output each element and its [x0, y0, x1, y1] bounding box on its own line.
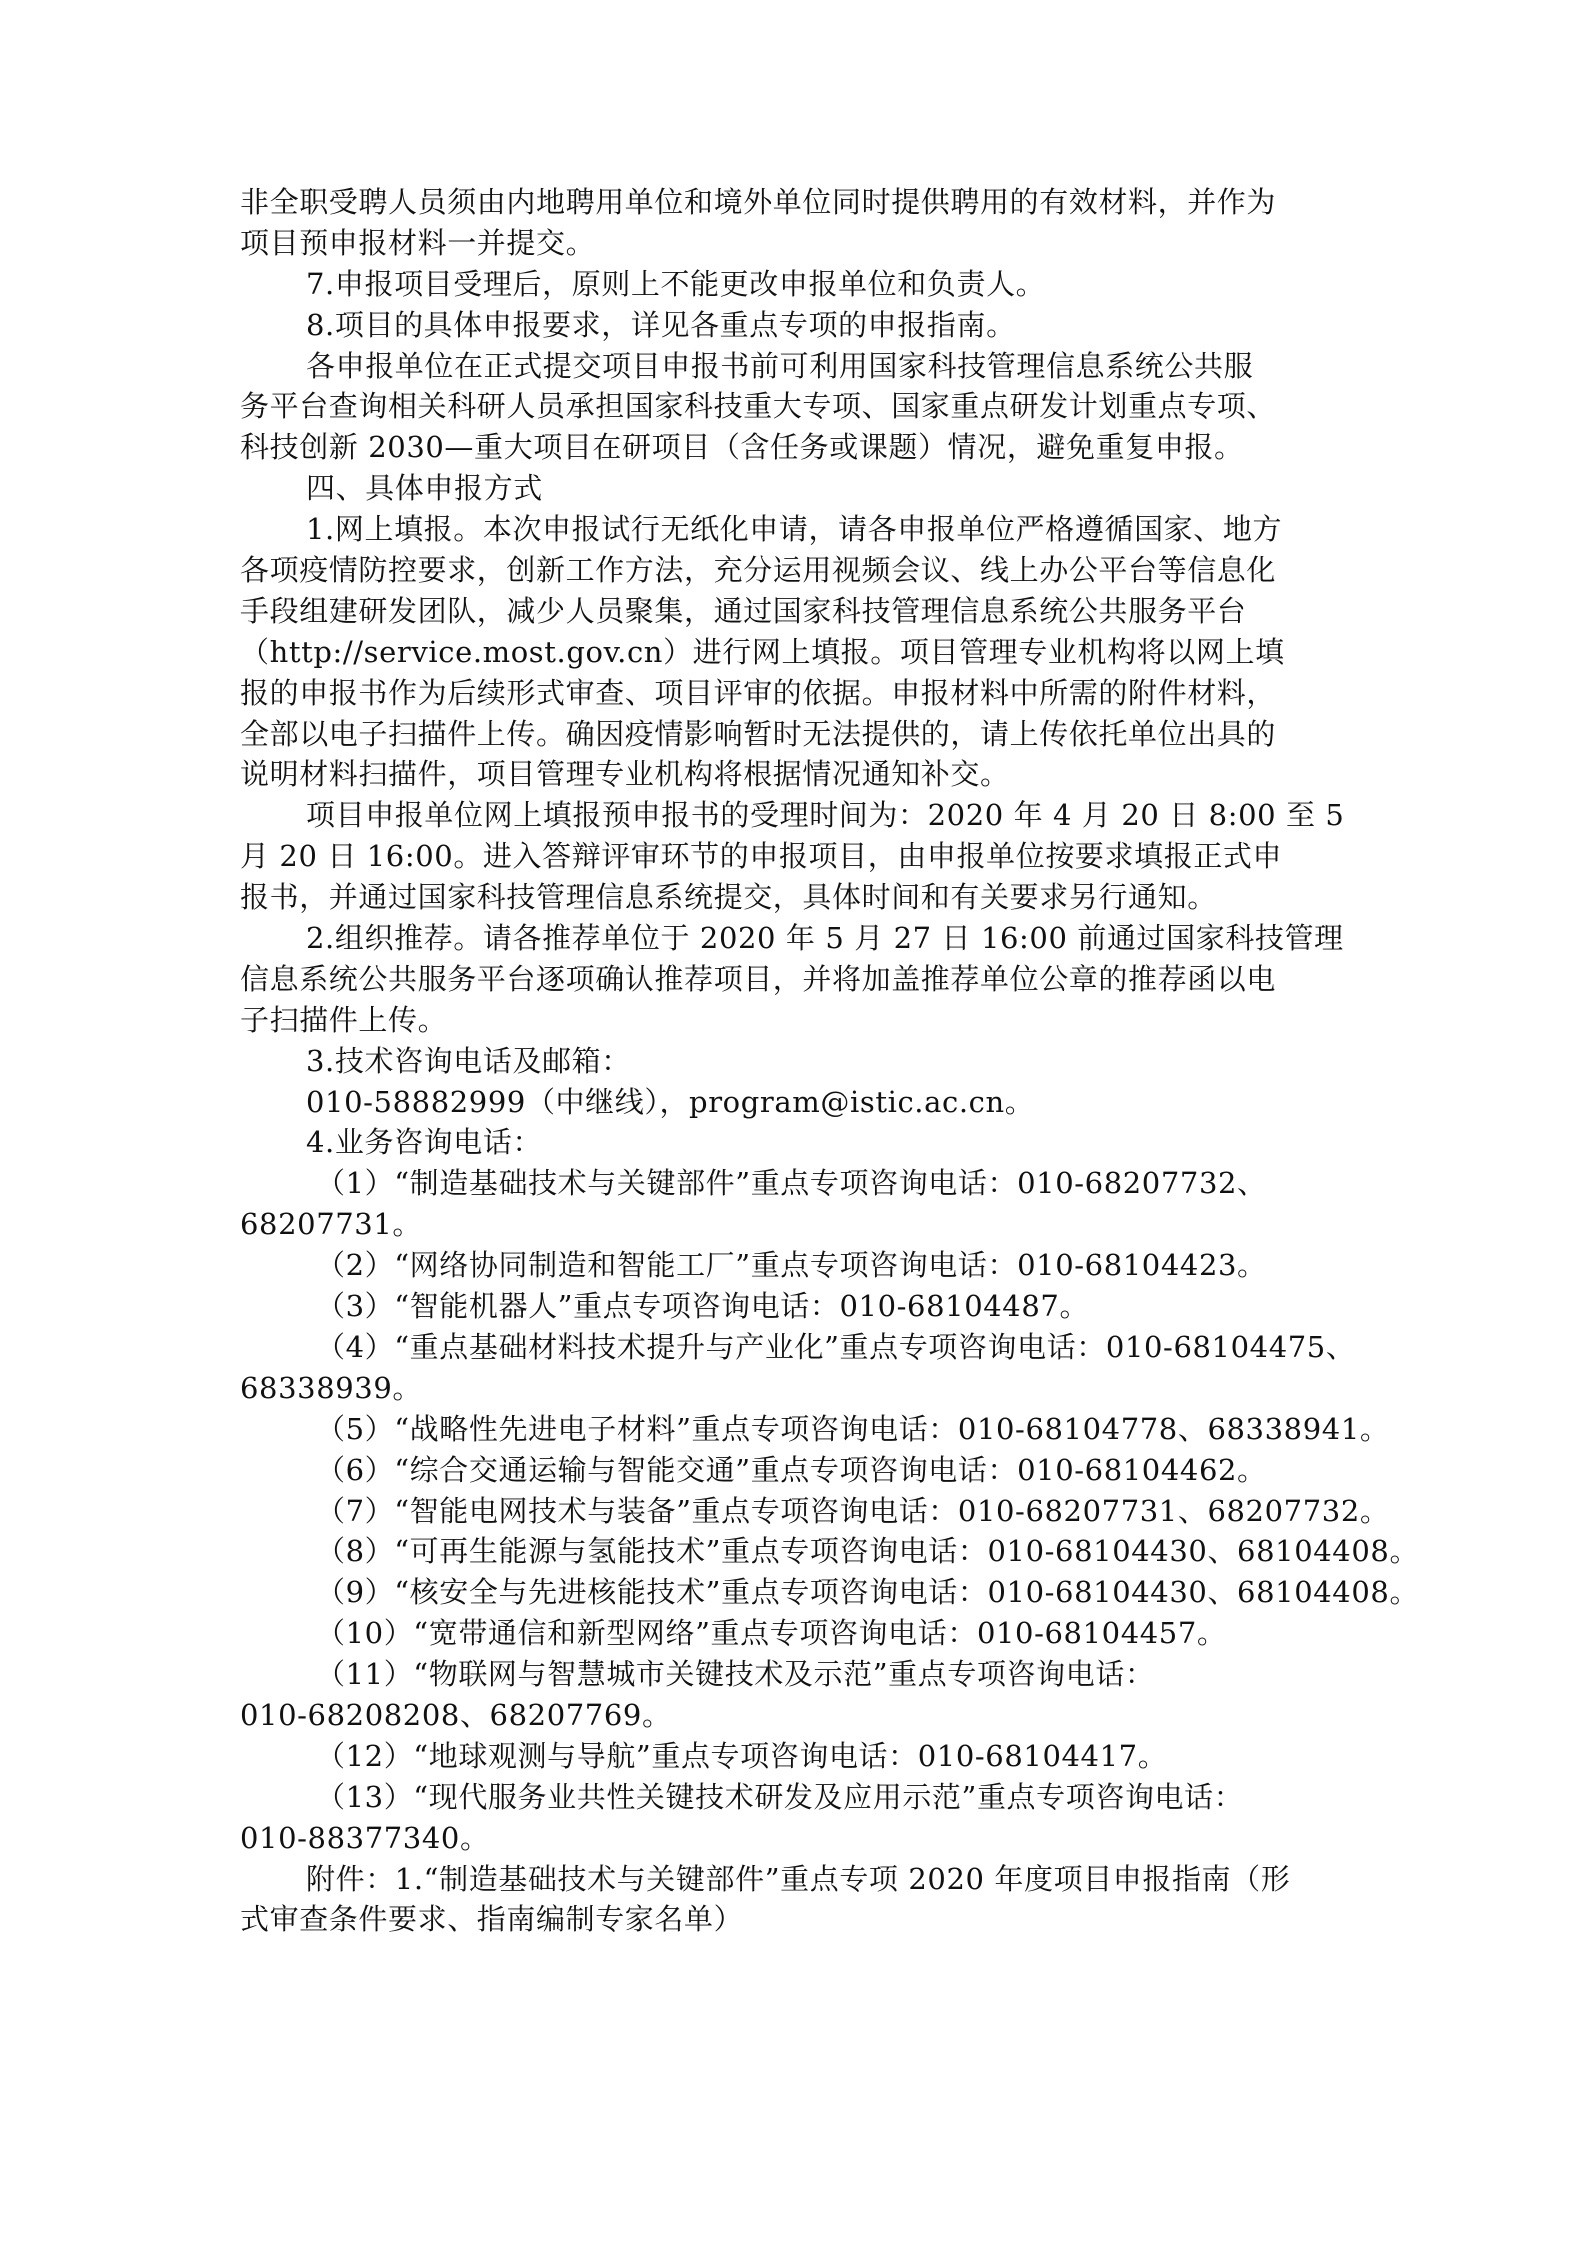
- text-line: 1.网上填报。本次申报试行无纸化申请，请各申报单位严格遵循国家、地方: [306, 512, 1283, 547]
- section-heading: 四、具体申报方式: [306, 471, 543, 506]
- list-item: （13）“现代服务业共性关键技术研发及应用示范”重点专项咨询电话：: [316, 1779, 1244, 1814]
- text-line: 8.项目的具体申报要求，详见各重点专项的申报指南。: [306, 307, 1016, 342]
- attachment-line: 附件：1.“制造基础技术与关键部件”重点专项 2020 年度项目申报指南（形: [306, 1861, 1291, 1896]
- list-item: （9）“核安全与先进核能技术”重点专项咨询电话：010-68104430、68104408。: [316, 1575, 1420, 1610]
- list-item: （11）“物联网与智慧城市关键技术及示范”重点专项咨询电话：: [316, 1657, 1155, 1692]
- list-item: （3）“智能机器人”重点专项咨询电话：010-68104487。: [316, 1289, 1090, 1324]
- text-line: （http://service.most.gov.cn）进行网上填报。项目管理专业机构将以网上填: [240, 634, 1285, 669]
- text-line: 2.组织推荐。请各推荐单位于 2020 年 5 月 27 日 16:00 前通过国家科技管理: [306, 921, 1344, 956]
- text-line: 各项疫情防控要求，创新工作方法，充分运用视频会议、线上办公平台等信息化: [240, 553, 1277, 588]
- list-item: （6）“综合交通运输与智能交通”重点专项咨询电话：010-68104462。: [316, 1452, 1267, 1487]
- list-item: （8）“可再生能源与氢能技术”重点专项咨询电话：010-68104430、68104408。: [316, 1534, 1420, 1569]
- text-line: 7.申报项目受理后，原则上不能更改申报单位和负责人。: [306, 266, 1046, 301]
- list-item-continuation: 010-88377340。: [240, 1820, 490, 1855]
- list-item: （4）“重点基础材料技术提升与产业化”重点专项咨询电话：010-68104475、: [316, 1329, 1356, 1364]
- list-item: （5）“战略性先进电子材料”重点专项咨询电话：010-68104778、68338941。: [316, 1411, 1390, 1446]
- list-item: （10）“宽带通信和新型网络”重点专项咨询电话：010-68104457。: [316, 1616, 1227, 1651]
- text-line: 3.技术咨询电话及邮箱：: [306, 1043, 631, 1078]
- list-item-continuation: 68338939。: [240, 1370, 423, 1405]
- text-line: 子扫描件上传。: [240, 1002, 448, 1037]
- text-line: 手段组建研发团队，减少人员聚集，通过国家科技管理信息系统公共服务平台: [240, 593, 1247, 628]
- text-line: 项目预申报材料一并提交。: [240, 225, 596, 260]
- list-item: （12）“地球观测与导航”重点专项咨询电话：010-68104417。: [316, 1738, 1168, 1773]
- contact-line: 010-58882999（中继线），program@istic.ac.cn。: [306, 1084, 1035, 1119]
- list-item: （2）“网络协同制造和智能工厂”重点专项咨询电话：010-68104423。: [316, 1248, 1267, 1283]
- text-line: 4.业务咨询电话：: [306, 1125, 543, 1160]
- document-page: [240, 182, 1420, 1940]
- text-line: 科技创新 2030—重大项目在研项目（含任务或课题）情况，避免重复申报。: [240, 430, 1244, 465]
- text-line: 务平台查询相关科研人员承担国家科技重大专项、国家重点研发计划重点专项、: [240, 389, 1277, 424]
- text-line: 报的申报书作为后续形式审查、项目评审的依据。申报材料中所需的附件材料，: [240, 675, 1277, 710]
- text-line: 全部以电子扫描件上传。确因疫情影响暂时无法提供的，请上传依托单位出具的: [240, 716, 1277, 751]
- text-line: 非全职受聘人员须由内地聘用单位和境外单位同时提供聘用的有效材料，并作为: [240, 185, 1277, 219]
- text-line: 信息系统公共服务平台逐项确认推荐项目，并将加盖推荐单位公章的推荐函以电: [240, 961, 1277, 996]
- text-line: 说明材料扫描件，项目管理专业机构将根据情况通知补交。: [240, 757, 1010, 792]
- list-item-continuation: 68207731。: [240, 1207, 423, 1242]
- text-line: 月 20 日 16:00。进入答辩评审环节的申报项目，由申报单位按要求填报正式申: [240, 839, 1283, 874]
- attachment-line: 式审查条件要求、指南编制专家名单）: [240, 1902, 744, 1937]
- list-item-continuation: 010-68208208、68207769。: [240, 1697, 672, 1732]
- list-item: （1）“制造基础技术与关键部件”重点专项咨询电话：010-68207732、: [316, 1166, 1267, 1201]
- text-line: 报书，并通过国家科技管理信息系统提交，具体时间和有关要求另行通知。: [240, 880, 1217, 915]
- text-line: 项目申报单位网上填报预申报书的受理时间为：2020 年 4 月 20 日 8:00 至 5: [306, 798, 1345, 833]
- text-line: 各申报单位在正式提交项目申报书前可利用国家科技管理信息系统公共服: [306, 348, 1254, 383]
- list-item: （7）“智能电网技术与装备”重点专项咨询电话：010-68207731、68207732。: [316, 1493, 1390, 1528]
